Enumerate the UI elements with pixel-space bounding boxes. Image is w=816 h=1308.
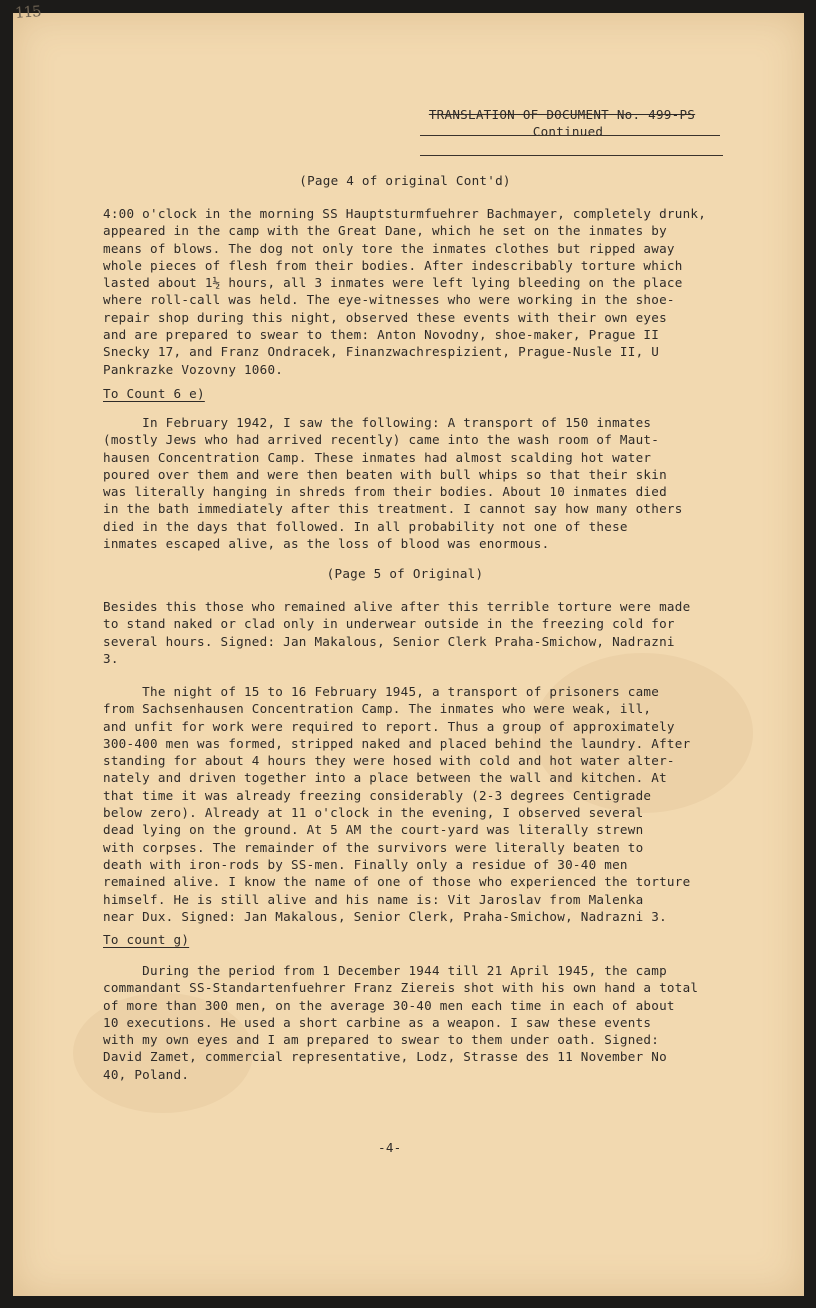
text-line: whole pieces of flesh from their bodies. After indescribably torture which (103, 257, 683, 273)
text-line: repair shop during this night, observed these events with their own eyes (103, 309, 667, 325)
text-line: In February 1942, I saw the following: A transport of 150 inmates (103, 415, 652, 430)
text-line: that time it was already freezing considerably (2-3 degrees Centigrade (103, 787, 652, 803)
text-line: 40, Poland. (103, 1066, 190, 1082)
text-line: hausen Concentration Camp. These inmates had almost scalding hot water (103, 449, 652, 465)
text-line: where roll-call was held. The eye-witnesses who were working in the shoe- (103, 292, 675, 308)
text-line: inmates escaped alive, as the loss of blood was enormous. (103, 536, 550, 552)
header-rule-bottom (420, 155, 723, 156)
handwritten-page-note: 115 (14, 2, 42, 22)
paragraph-signed-makalous (103, 598, 743, 667)
text-line: 10 executions. He used a short carbine as a weapon. I saw these events (103, 1014, 652, 1030)
page-heading-original-4: (Page 4 of original Cont'd) (299, 173, 511, 188)
text-line: During the period from 1 December 1944 till 21 April 1945, the camp (103, 963, 667, 978)
text-line: remained alive. I know the name of one of those who experienced the torture (103, 874, 691, 890)
text-line: 300-400 men was formed, stripped naked and placed behind the laundry. After (103, 735, 691, 751)
text-line: David Zamet, commercial representative, Lodz, Strasse des 11 November No (103, 1049, 667, 1065)
text-line: several hours. Signed: Jan Makalous, Senior Clerk Praha-Smichow, Nadrazni (103, 633, 675, 649)
text-line: in the bath immediately after this treatment. I cannot say how many others (103, 501, 683, 517)
text-line: was literally hanging in shreds from their bodies. About 10 inmates died (103, 484, 667, 500)
text-line: 3. (103, 650, 119, 666)
section-heading-count-g: To count g) (103, 932, 190, 947)
text-line: and unfit for work were required to report. Thus a group of approximately (103, 718, 675, 734)
header-rule-top (420, 135, 720, 136)
text-line: 4:00 o'clock in the morning SS Hauptsturmfuehrer Bachmayer, completely drunk, (103, 206, 707, 221)
section-heading-count-6e: To Count 6 e) (103, 386, 205, 401)
text-line: with my own eyes and I am prepared to swear to them under oath. Signed: (103, 1032, 660, 1048)
text-line: commandant SS-Standartenfuehrer Franz Ziereis shot with his own hand a total (103, 980, 699, 996)
text-line: and are prepared to swear to them: Anton Novodny, shoe-maker, Prague II (103, 327, 660, 343)
text-line: standing for about 4 hours they were hosed with cold and hot water alter- (103, 753, 675, 769)
text-line: died in the days that followed. In all probability not one of these (103, 518, 628, 534)
text-line: means of blows. The dog not only tore the inmates clothes but ripped away (103, 240, 675, 256)
text-line: nately and driven together into a place between the wall and kitchen. At (103, 770, 667, 786)
text-line: dead lying on the ground. At 5 AM the court-yard was literally strewn (103, 822, 644, 838)
text-line: with corpses. The remainder of the survivors were literally beaten to (103, 839, 644, 855)
text-line: from Sachsenhausen Concentration Camp. The inmates who were weak, ill, (103, 701, 652, 717)
text-line: near Dux. Signed: Jan Makalous, Senior Clerk, Praha-Smichow, Nadrazni 3. (103, 908, 667, 924)
page-heading-original-5: (Page 5 of Original) (326, 566, 484, 581)
text-line: appeared in the camp with the Great Dane, which he set on the inmates by (103, 223, 667, 239)
document-title: TRANSLATION OF DOCUMENT No. 499-PS (428, 107, 696, 122)
text-line: of more than 300 men, on the average 30-40 men each time in each of about (103, 997, 675, 1013)
text-line: Snecky 17, and Franz Ondracek, Finanzwachrespizient, Prague-Nusle II, U (103, 344, 660, 360)
page-number: -4- (378, 1140, 402, 1155)
text-line: Pankrazke Vozovny 1060. (103, 361, 284, 377)
text-line: (mostly Jews who had arrived recently) came into the wash room of Maut- (103, 432, 660, 448)
text-line: Besides this those who remained alive after this terrible torture were made (103, 599, 691, 614)
paragraph-ziereis (103, 962, 743, 1083)
text-line: to stand naked or clad only in underwear outside in the freezing cold for (103, 616, 675, 632)
text-line: death with iron-rods by SS-men. Finally only a residue of 30-40 men (103, 856, 628, 872)
text-line: below zero). Already at 11 o'clock in the evening, I observed several (103, 805, 644, 821)
paragraph-february-1945 (103, 683, 743, 925)
paragraph-bachmayer (103, 205, 743, 378)
paragraph-february-1942 (103, 414, 743, 552)
text-line: The night of 15 to 16 February 1945, a transport of prisoners came (103, 684, 660, 699)
text-line: poured over them and were then beaten with bull whips so that their skin (103, 466, 667, 482)
text-line: lasted about 1½ hours, all 3 inmates were left lying bleeding on the place (103, 275, 683, 291)
document-subtitle: Continued (532, 124, 604, 139)
text-line: himself. He is still alive and his name is: Vit Jaroslav from Malenka (103, 891, 644, 907)
